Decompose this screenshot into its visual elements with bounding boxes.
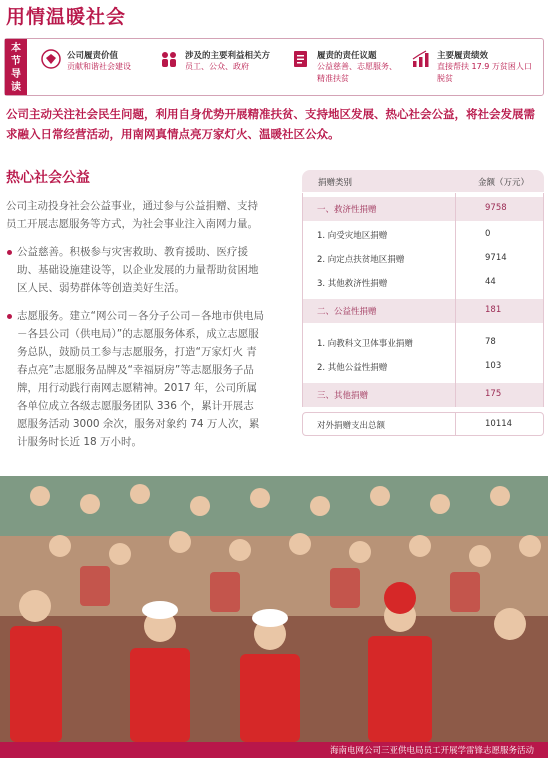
row-value: 175 <box>485 389 502 399</box>
row-value: 0 <box>485 229 491 239</box>
header-amount: 金额（万元） <box>478 178 530 188</box>
table-total-row <box>302 412 544 436</box>
table-row <box>303 355 543 379</box>
total-value: 10114 <box>485 419 513 429</box>
row-label: 一、救济性捐赠 <box>317 205 377 215</box>
row-label: 1. 向受灾地区捐赠 <box>317 231 388 241</box>
table-row <box>303 197 543 221</box>
guide-text-line: 直接帮扶 17.9 万贫困人口 <box>437 62 532 71</box>
guide-text <box>317 61 397 85</box>
table-row <box>303 299 543 323</box>
table-row <box>303 247 543 271</box>
guide-column-performance <box>411 47 539 91</box>
diamond-icon <box>41 49 61 69</box>
guide-tag-char: 导 <box>11 69 21 80</box>
row-value: 78 <box>485 337 496 347</box>
row-value: 9758 <box>485 203 507 213</box>
guide-column-stakeholders <box>159 47 279 91</box>
row-label: 1. 向教科文卫体事业捐赠 <box>317 339 413 349</box>
table-body <box>302 193 544 407</box>
guide-heading: 履责的责任议题 <box>317 51 377 61</box>
row-label: 二、公益性捐赠 <box>317 307 377 317</box>
section-title: 热心社会公益 <box>6 170 90 186</box>
guide-text-line: 公益慈善、志愿服务、 <box>317 62 397 71</box>
guide-heading: 主要履责绩效 <box>437 51 489 61</box>
guide-text-line: 脱贫 <box>437 74 453 83</box>
document-icon <box>291 49 311 69</box>
guide-text: 贡献和谐社会建设 <box>67 62 131 71</box>
volunteer-photo <box>0 476 548 742</box>
intro-paragraph: 公司主动关注社会民生问题，利用自身优势开展精准扶贫、支持地区发展、热心社会公益，将社会发展需求融入日常经营活动，用南网真情点亮万家灯火、温暖社区公众。 <box>6 107 535 141</box>
guide-column-value <box>41 47 151 91</box>
table-row <box>303 331 543 355</box>
section-guide-box <box>4 38 544 96</box>
guide-text-line: 精准扶贫 <box>317 74 349 83</box>
row-label: 2. 其他公益性捐赠 <box>317 363 388 373</box>
bullet-volunteer: 志愿服务。建立“网公司－各分子公司－各地市供电局－各县公司（供电局）”的志愿服务体系，成立志愿服务总队，鼓励员工参与志愿服务，打造“万家灯火 青春点亮”志愿服务品牌及“幸福厨房”等志愿服务子品牌，用行动践行南网志愿精神。2017 年，公司所属各单位成立各级志愿服务团队 336 个，累计开展志愿服务活动 3000 余次，服务对象约 74 万人次，累计服务时长近 18 万小时。 <box>6 307 264 451</box>
header-category: 捐赠类别 <box>318 178 353 188</box>
section-paragraph: 公司主动投身社会公益事业，通过参与公益捐赠、支持员工开展志愿服务等方式，为社会事业注入南网力量。 <box>6 200 258 230</box>
row-value: 103 <box>485 361 502 371</box>
donation-table <box>302 170 544 440</box>
guide-heading: 公司履责价值 <box>67 51 119 61</box>
row-value: 44 <box>485 277 496 287</box>
bar-chart-icon <box>411 49 431 69</box>
guide-heading: 涉及的主要利益相关方 <box>185 51 271 61</box>
table-header <box>302 170 544 192</box>
row-value: 9714 <box>485 253 507 263</box>
row-label: 2. 向定点扶贫地区捐赠 <box>317 255 405 265</box>
page-title: 用情温暖社会 <box>6 6 127 28</box>
row-label: 三、其他捐赠 <box>317 391 369 401</box>
table-row <box>303 383 543 407</box>
photo-caption-bar <box>0 742 548 758</box>
photo-caption: 海南电网公司三亚供电局员工开展学雷锋志愿服务活动 <box>329 746 534 756</box>
guide-tag-char: 节 <box>11 56 21 67</box>
volunteer-photo-illustration <box>0 476 548 742</box>
column-divider <box>455 193 456 407</box>
total-label: 对外捐赠支出总额 <box>317 421 386 431</box>
row-value: 181 <box>485 305 502 315</box>
row-label: 3. 其他救济性捐赠 <box>317 279 388 289</box>
section-guide-tag <box>5 39 27 95</box>
guide-column-topics <box>291 47 403 91</box>
bullet-charity: 公益慈善。积极参与灾害救助、教育援助、医疗援助、基础设施建设等，以企业发展的力量帮助贫困地区人民、弱势群体等创造美好生活。 <box>6 243 264 297</box>
guide-tag-char: 读 <box>11 82 21 93</box>
guide-text: 员工、公众、政府 <box>185 62 249 71</box>
table-row <box>303 271 543 295</box>
people-icon <box>159 49 179 69</box>
guide-tag-char: 本 <box>11 43 21 54</box>
guide-text <box>437 61 532 85</box>
column-divider <box>455 413 456 435</box>
table-row <box>303 223 543 247</box>
